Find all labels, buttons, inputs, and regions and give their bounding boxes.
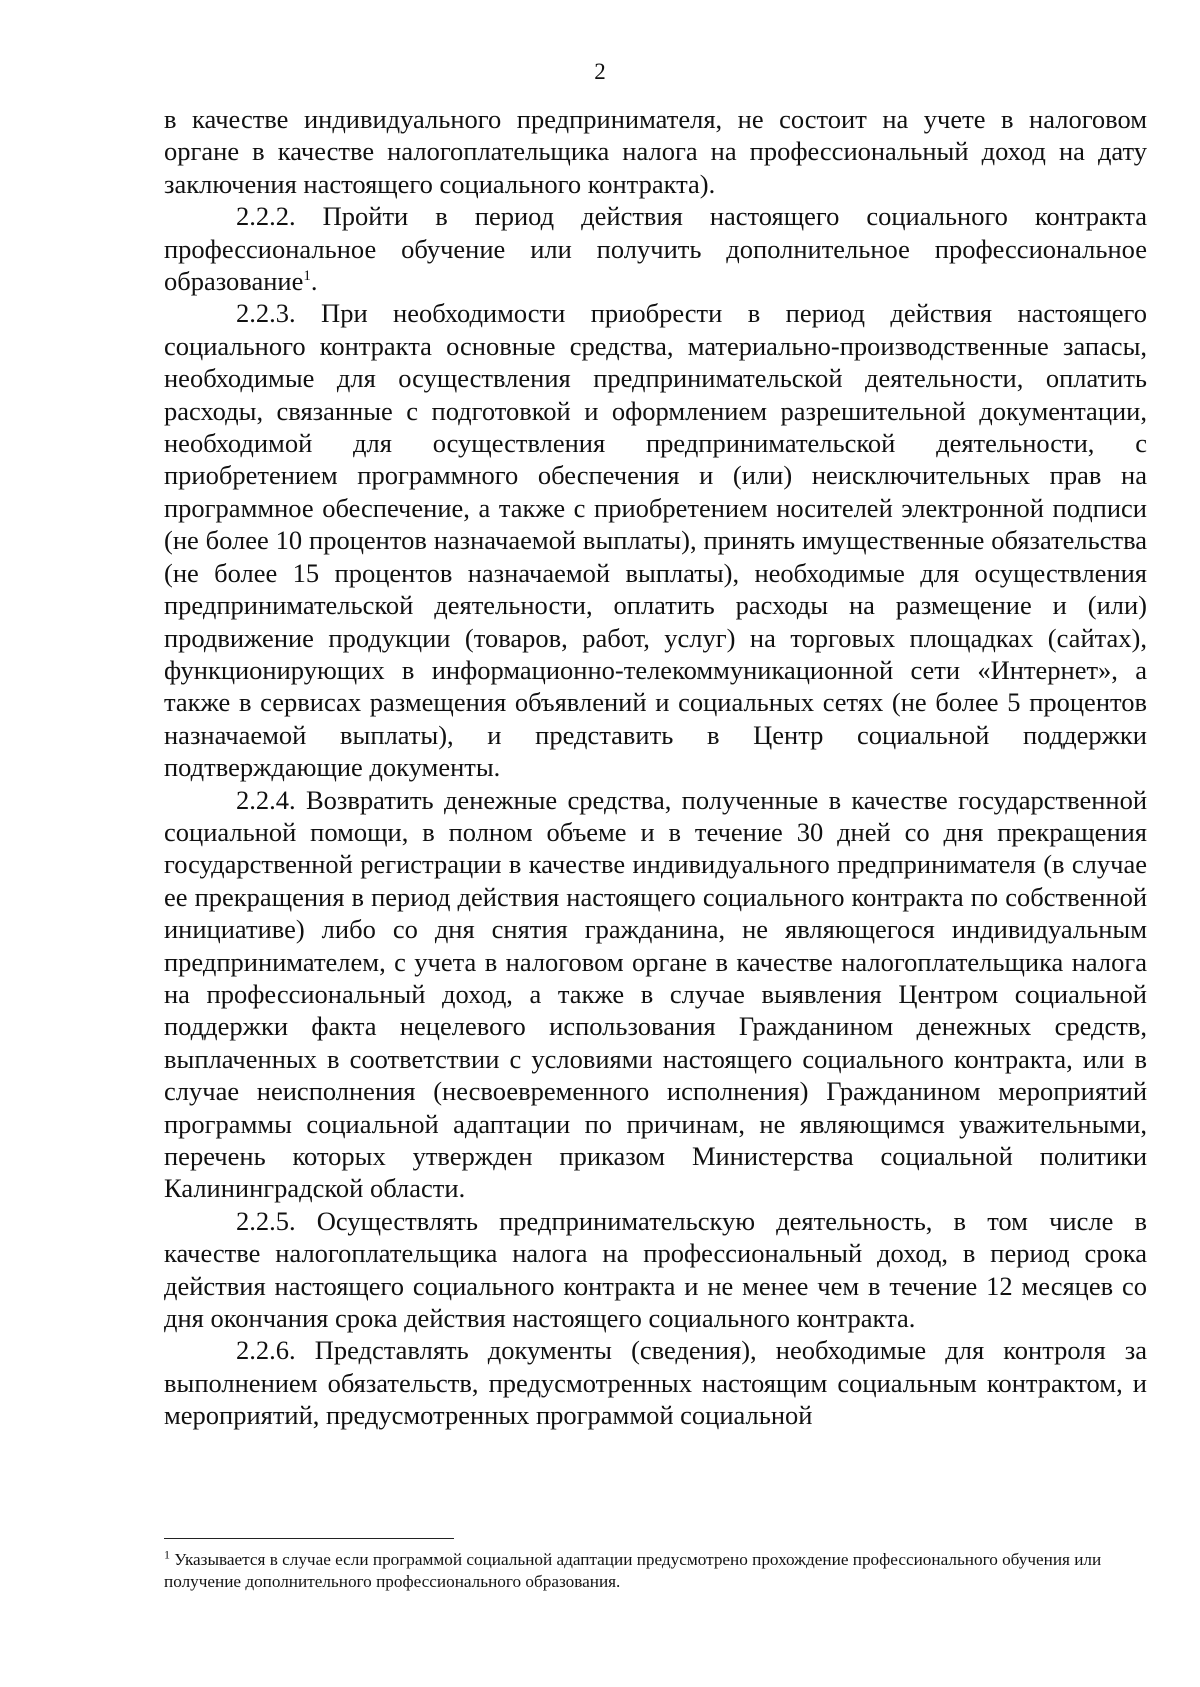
paragraph-text: 2.2.3. При необходимости приобрести в период действия настоящего социального контракта основные средства, материально-производственные запасы, необходимые для осуществления предпринимательской деятельности, оплатить расходы, связанные с подготовкой и оформлением разрешительной документации, необходимой для осуществления предпринимательской деятельности, с приобретением программного обеспечения и (или) неисключительных прав на программное обеспечение, а также с приобретением носителей электронной подписи (не более 10 процентов назначаемой выплаты), принять имущественные обязательства (не более 15 процентов назначаемой выплаты), необходимые для осуществления предпринимательской деятельности, оплатить расходы на размещение и (или) продвижение продукции (товаров, работ, услуг) на торговых площадках (сайтах), функционирующих в информационно-телекоммуникационной сети «Интернет», а также в сервисах размещения объявлений и социальных сетях (не более 5 процентов назначаемой выплаты), и представить в Центр социальной поддержки подтверждающие документы.: [164, 298, 1147, 783]
paragraph-text: 2.2.4. Возвратить денежные средства, полученные в качестве государственной социальной помощи, в полном объеме и в течение 30 дней со дня прекращения государственной регистрации в качестве индивидуального предпринимателя (в случае ее прекращения в период действия настоящего социального контракта по собственной инициативе) либо со дня снятия гражданина, не являющегося индивидуальным предпринимателем, с учета в налоговом органе в качестве налогоплательщика налога на профессиональный доход, а также в случае выявления Центром социальной поддержки факта нецелевого использования Гражданином денежных средств, выплаченных в соответствии с условиями настоящего социального контракта, или в случае неисполнения (несвоевременного исполнения) Гражданином мероприятий программы социальной адаптации по причинам, не являющимся уважительными, перечень которых утвержден приказом Министерства социальной политики Калининградской области.: [164, 784, 1147, 1204]
paragraph-2-2-2: [164, 200, 1147, 297]
paragraph-text: 2.2.2. Пройти в период действия настоящего социального контракта профессиональное обучение или получить дополнительное профессиональное образование: [164, 201, 1147, 297]
paragraph-text: в качестве индивидуального предпринимателя, не состоит на учете в налоговом органе в качестве налогоплательщика налога на профессиональный доход на дату заключения настоящего социального контракта).: [164, 104, 1147, 199]
page-number: 2: [594, 59, 606, 84]
paragraph-2-2-4: [164, 784, 1147, 1205]
paragraph-text: 2.2.6. Представлять документы (сведения), необходимые для контроля за выполнением обязательств, предусмотренных настоящим социальным контрактом, и мероприятий, предусмотренных программой социальной: [164, 1335, 1147, 1431]
paragraph-text-end: .: [310, 266, 318, 297]
footnote-marker: 1: [164, 1547, 170, 1562]
paragraph-2-2-3: [164, 297, 1147, 783]
document-body: [164, 103, 1147, 1432]
footnote: [164, 1549, 1147, 1593]
footnote-separator: [164, 1538, 454, 1539]
footnote-reference: 1: [303, 268, 311, 285]
paragraph-2-2-6: [164, 1334, 1147, 1431]
paragraph-text: 2.2.5. Осуществлять предпринимательскую деятельность, в том числе в качестве налогоплательщика налога на профессиональный доход, в период срока действия настоящего социального контракта и не менее чем в течение 12 месяцев со дня окончания срока действия настоящего социального контракта.: [164, 1205, 1147, 1334]
footnote-text: Указывается в случае если программой социальной адаптации предусмотрено прохождение профессионального обучения или получение дополнительного профессионального образования.: [164, 1550, 1102, 1591]
paragraph-continuation: [164, 103, 1147, 200]
paragraph-2-2-5: [164, 1205, 1147, 1335]
